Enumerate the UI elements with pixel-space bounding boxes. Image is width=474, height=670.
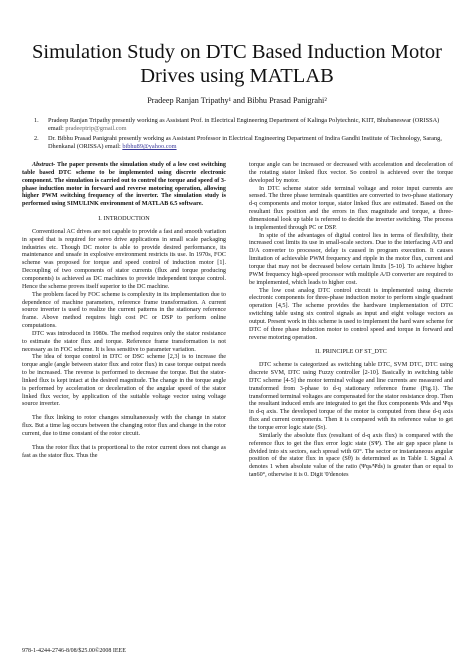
paragraph: In spite of the advantages of digital control lies in terms of flexibility, their increased cost limits its use in small-scale sectors. Due to the interfacing A/D and D/A converter to processor, delay is caused in program execution. It causes limitation of achievable PWM frequency and ripple in the motor flux, current and torque that may not be decreased below certain limits [5-10]. To achieve higher PWM frequency high-speed processor with multiple A/D converter are required to be implemented, which leads to higher cost.	[249, 232, 453, 286]
paragraph: torque angle can be increased or decreased with acceleration and deceleration of the rotating stator linked flux vector. So control is achieved over the torque developed by motor.	[249, 162, 453, 184]
affiliation-email[interactable]: bibhu89@yahoo.com	[122, 143, 177, 151]
affiliation-1	[34, 117, 452, 133]
paragraph: Similarly the absolute flux (resultant of d-q axis flux) is compared with the reference flux to get the flux error logic state (SΨ). The air gap space plane is divided into six sectors, each spread with 60°. The sector or instantaneous angular position of the stator flux in space (Sθ) is determined as in Table I. Signal A denotes 1 when absolute value of the ratio (Ψqs/Ψds) is greater than or equal to tan60°, otherwise it is 0. Digit '0'denotes	[249, 432, 453, 479]
affiliation-text: Pradeep Ranjan Tripathy presently working as Assistant Prof. in Electrical Engineering Department of Kalinga Polytechnic, KIIT, Bhubaneswar (ORISSA) email:	[48, 117, 440, 133]
paragraph: The low cost analog DTC control circuit is implemented using discrete electronic components for three-phase induction motor to perform single quadrant operation [4,5]. The scheme provides the hardware implementation of DTC switching table using six control signals as input and eight voltage vectors as output. Present work in this scheme is used to implement the hard ware scheme for DTC of three phase induction motor to control speed and torque in forward and reverse motoring operation.	[249, 287, 453, 341]
abstract-text: The paper presents the simulation study of a low cost switching table based DTC scheme to be implemented using discrete electronic component. The simulation is carried out to control the torque and speed of 3-phase induction motor in forward and reverse motoring operation, allowing higher PWM switching frequency of the inverter. The simulation study is performed using SIMULINK environment of MATLAB 6.5 software.	[22, 162, 227, 208]
section-heading-introduction: I. INTRODUCTION	[98, 216, 150, 223]
affiliation-number: 2.	[34, 135, 39, 142]
abstract	[22, 162, 226, 209]
right-column	[249, 162, 453, 480]
left-column	[22, 162, 226, 461]
affiliation-text: Dr. Bibhu Prasad Panigrahi presently working as Assistant Professor in Electrical Engineering Department of Indira Gandhi Institute of Technology, Sarang, Dhenkanal (ORISSA) email:	[48, 135, 442, 151]
affiliation-email[interactable]: pradeeptrip@gmail.com	[65, 125, 127, 133]
affiliation-number: 1.	[34, 117, 39, 124]
copyright-footer: 978-1-4244-2746-8/08/$25.00©2008 IEEE	[22, 648, 126, 654]
paragraph: Conventional AC drives are not capable to provide a fast and smooth variation in speed that is required for servo drive applications in small scale packaging industries etc. Though DC motor is able to provide desired performance, its maintenance and unsafe in explosive environment restricts its use. In 1970s, FOC scheme was proposed for torque and speed control of induction motor [1]. Decoupling of two components of stator currents (flux and torque producing components) is achieved as DC machines to provide independent torque control. Hence the scheme proves itself superior to the DC machine.	[22, 228, 226, 290]
section-heading-principle: II. PRINCIPLE OF ST_DTC	[315, 349, 387, 356]
author-line: Pradeep Ranjan Tripathy¹ and Bibhu Prasad Panigrahi²	[147, 96, 327, 105]
paragraph: The idea of torque control in DTC or DSC scheme [2,3] is to increase the torque angle (angle between stator flux and rotor flux) in case torque output needs to be increased. The reverse is performed to decrease the torque. But the stator-linked flux is kept intact at the desired magnitude. The change in the torque angle is performed by acceleration or deceleration of the angular speed of the stator linked flux vector, by application of the suitable voltage vector using voltage source inverter.	[22, 354, 226, 408]
paragraph: The problem faced by FOC scheme is complexity in its implementation due to dependence of machine parameters, reference frame transformation. A current source inverter is used to realize the current patterns in the stationary reference frame. Above method requires high cost PC or DSP to perform online computations.	[22, 291, 226, 330]
abstract-label: Abstract-	[32, 162, 56, 168]
affiliation-2	[34, 135, 452, 151]
paragraph: In DTC scheme stator side terminal voltage and rotor input currents are sensed. The three phase terminals quantities are converted to two-phase stationary d-q components and motor torque, stator linked flux are estimated. Based on the resultant flux position and the errors in flux magnitude and torque, a three-dimensional look up table is referred to decide the inverter switching. The process is implemented through PC or DSP.	[249, 185, 453, 231]
paragraph: Thus the rotor flux that is proportional to the rotor current does not change as fast as the stator flux. Thus the	[22, 444, 226, 459]
paragraph: DTC was introduced in 1980s. The method requires only the stator resistance to estimate the stator flux and torque. Reference frame transformation is not necessary as in FOC scheme. It is less sensitive to parameter variation.	[22, 330, 226, 353]
paragraph: DTC scheme is categorized as switching table DTC, SVM DTC, DTC using discrete SVM, DTC using Fuzzy controller [2-10]. Basically in switching table DTC scheme [4-5] the motor terminal voltage and line currents are measured and transformed from 3-phase to d-q stationary reference frame (Fig.1). The transformed terminal voltages are compensated for the stator resistance drop. Then the resultant induced emfs are integrated to get the flux components Ψds and Ψqs in d-q axis. The developed torque of the motor is computed from these d-q axis flux and current components. Then it is compared with its reference value to get the torque error logic state (Sτ).	[249, 362, 453, 431]
paragraph: The flux linking to rotor changes simultaneously with the change in stator flux. But a time lag occurs between the changing rotor flux and change in the rotor current, due to time constant of the rotor circuit.	[22, 415, 226, 437]
paper-title: Simulation Study on DTC Based Induction Motor Drives using MATLAB	[32, 41, 442, 87]
